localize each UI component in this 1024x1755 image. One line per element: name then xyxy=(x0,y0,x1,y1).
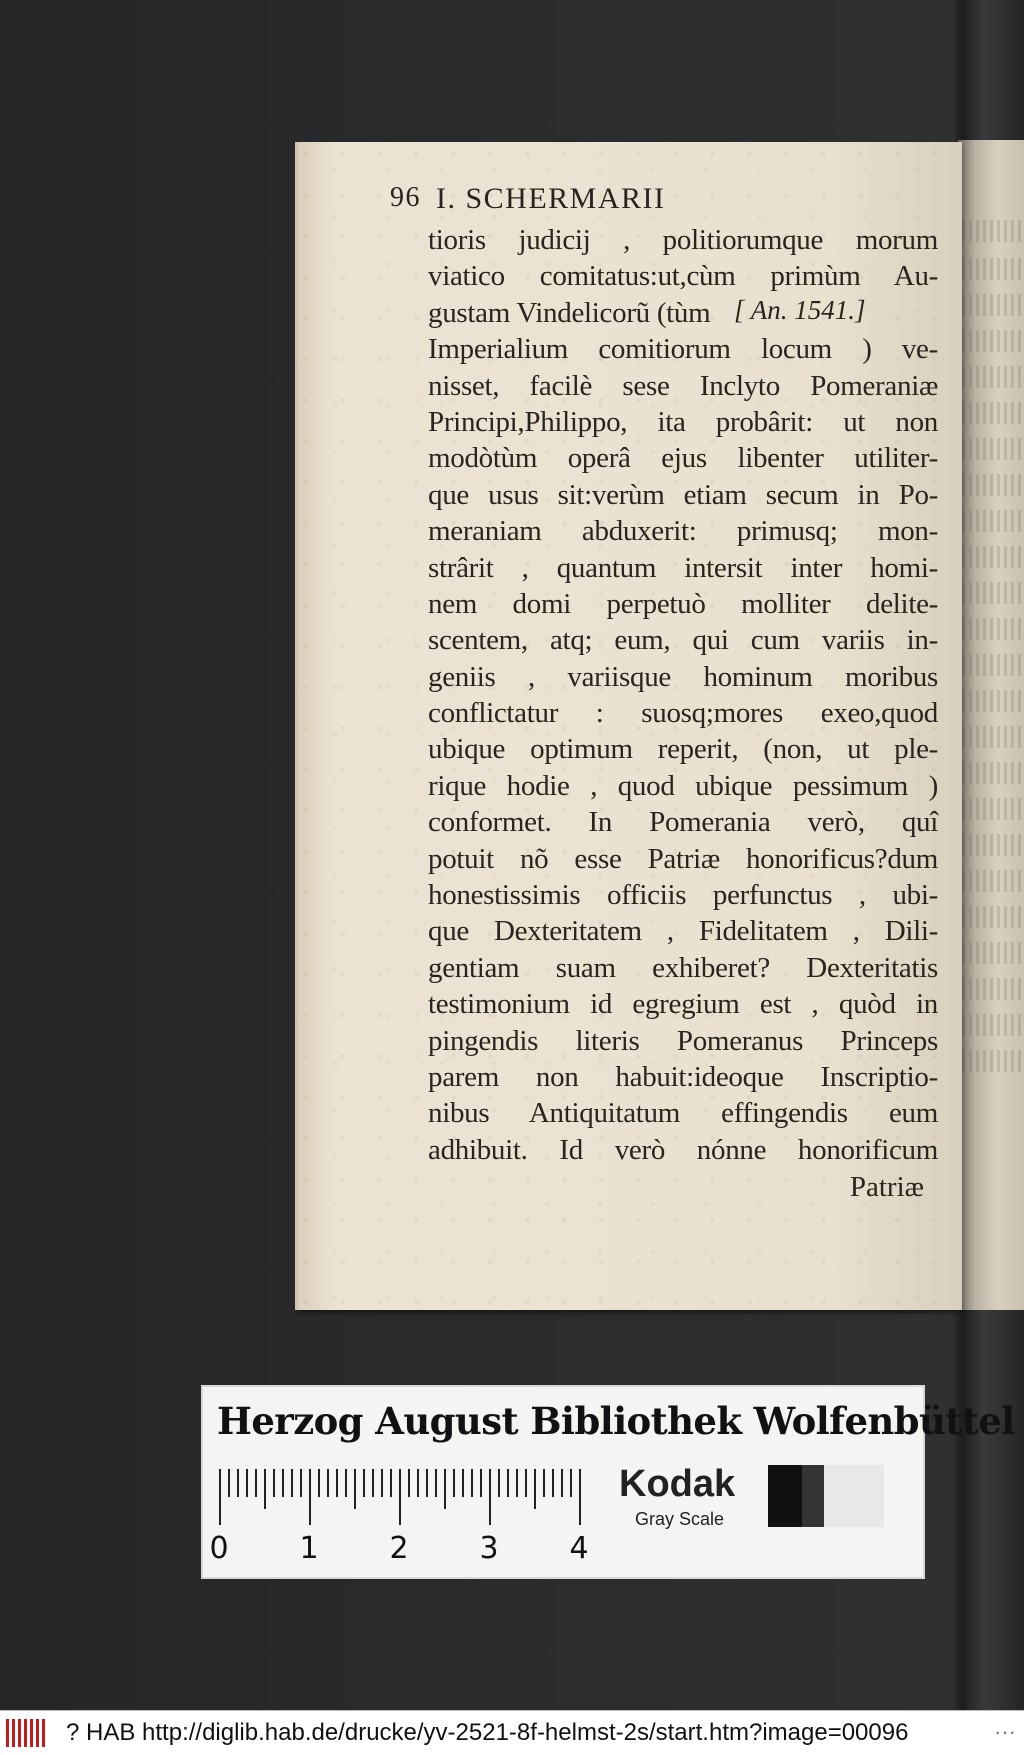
ruler-tick xyxy=(516,1469,518,1497)
gray-swatch-black xyxy=(768,1465,802,1527)
facing-page-text xyxy=(962,366,1022,388)
ruler-tick xyxy=(417,1469,419,1497)
text-line: que usus sit:verùm etiam secum in Po- xyxy=(428,478,938,511)
ruler-tick xyxy=(453,1469,455,1497)
ruler-tick xyxy=(291,1469,293,1497)
text-line: honestissimis officiis perfunctus , ubi- xyxy=(428,879,938,912)
ruler-tick xyxy=(237,1469,239,1497)
text-line: que Dexteritatem , Fidelitatem , Dili- xyxy=(428,915,938,948)
running-head-title: I. SCHERMARII xyxy=(436,182,666,215)
ruler-tick xyxy=(534,1469,536,1509)
text-line: geniis , variisque hominum moribus xyxy=(428,660,938,693)
ruler-tick xyxy=(354,1469,356,1509)
text-line: conformet. In Pomerania verò, quî xyxy=(428,806,938,839)
ruler-tick xyxy=(525,1469,527,1497)
body-text xyxy=(428,222,938,1168)
ruler-tick xyxy=(426,1469,428,1497)
url-text[interactable]: ? HAB http://diglib.hab.de/drucke/yv-2521-8f-helmst-2s/start.htm?image=00096 xyxy=(66,1719,909,1746)
ruler-tick xyxy=(561,1469,563,1497)
ruler-tick xyxy=(264,1469,266,1509)
ruler-tick xyxy=(579,1469,581,1525)
ruler-number: 3 xyxy=(479,1531,499,1566)
book-page xyxy=(298,142,962,1310)
facing-page-text xyxy=(962,978,1022,1000)
facing-page-text xyxy=(962,834,1022,856)
ruler-tick xyxy=(498,1469,500,1497)
ruler-tick xyxy=(399,1469,401,1525)
facing-page-text xyxy=(962,330,1022,352)
text-line: scentem, atq; eum, qui cum variis in- xyxy=(428,624,938,657)
text-line: rique hodie , quod ubique pessimum ) xyxy=(428,769,938,802)
facing-page-text xyxy=(962,402,1022,424)
facing-page-text xyxy=(962,220,1022,242)
ruler-tick xyxy=(489,1469,491,1525)
text-line: pingendis literis Pomeranus Princeps xyxy=(428,1024,938,1057)
text-line: gentiam suam exhiberet? Dexteritatis xyxy=(428,951,938,984)
facing-page-text xyxy=(962,546,1022,568)
library-name: Herzog August Bibliothek Wolfenbüttel xyxy=(217,1399,1015,1443)
facing-page-text xyxy=(962,942,1022,964)
text-line: potuit nõ esse Patriæ honorificus?dum xyxy=(428,842,938,875)
facing-page-text xyxy=(962,258,1022,280)
ruler-number: 4 xyxy=(569,1531,589,1566)
ruler-tick xyxy=(444,1469,446,1509)
ruler-number: 2 xyxy=(389,1531,409,1566)
ruler-tick xyxy=(507,1469,509,1497)
facing-page-text xyxy=(962,582,1022,604)
facing-page-text xyxy=(962,1050,1022,1072)
ruler-tick xyxy=(543,1469,545,1497)
running-head xyxy=(390,182,666,216)
url-bar xyxy=(0,1710,1024,1755)
text-line: gustam Vindelicorũ (tùm xyxy=(428,296,711,329)
ruler-tick xyxy=(381,1469,383,1497)
text-line: nibus Antiquitatum effingendis eum xyxy=(428,1097,938,1130)
facing-page-text xyxy=(962,294,1022,316)
text-line: viatico comitatus:ut,cùm primùm Au- xyxy=(428,260,938,293)
text-line: tioris judicij , politiorumque morum xyxy=(428,224,938,256)
catchword: Patriæ xyxy=(849,1171,924,1203)
ruler-tick xyxy=(390,1469,392,1497)
ruler-tick xyxy=(219,1469,221,1525)
ruler-tick xyxy=(345,1469,347,1497)
kodak-logo: Kodak xyxy=(619,1463,736,1505)
text-line: modòtùm operâ ejus libenter utiliter- xyxy=(428,442,938,475)
text-line: nem domi perpetuò molliter delite- xyxy=(428,587,938,620)
measuring-ruler xyxy=(209,1469,589,1566)
gray-swatch-light xyxy=(824,1465,884,1527)
ruler-tick xyxy=(462,1469,464,1497)
facing-page-text xyxy=(962,690,1022,712)
ruler-tick xyxy=(408,1469,410,1497)
library-stamp xyxy=(203,1387,1015,1577)
text-line: strârit , quantum intersit inter homi- xyxy=(428,551,938,584)
facing-page-text xyxy=(962,870,1022,892)
facing-page-text xyxy=(962,474,1022,496)
facing-page-text xyxy=(962,654,1022,676)
ruler-tick xyxy=(282,1469,284,1497)
ruler-tick xyxy=(570,1469,572,1497)
gray-swatch-dark xyxy=(802,1465,824,1527)
facing-page-text xyxy=(962,510,1022,532)
ruler-number: 0 xyxy=(209,1531,229,1566)
facing-page-text xyxy=(962,618,1022,640)
text-line: ubique optimum reperit, (non, ut ple- xyxy=(428,733,938,766)
text-line: testimonium id egregium est , quòd in xyxy=(428,988,938,1021)
facing-page-text xyxy=(962,906,1022,928)
ruler-tick xyxy=(471,1469,473,1497)
text-line: nisset, facilè sese Inclyto Pomeraniæ xyxy=(428,369,938,402)
ruler-tick xyxy=(246,1469,248,1497)
text-line: adhibuit. Id verò nónne honorificum xyxy=(428,1133,938,1166)
ruler-tick xyxy=(255,1469,257,1497)
ruler-tick xyxy=(480,1469,482,1497)
ruler-tick xyxy=(273,1469,275,1497)
ruler-tick xyxy=(363,1469,365,1497)
ruler-tick xyxy=(336,1469,338,1497)
facing-page-text xyxy=(962,726,1022,748)
ruler-tick xyxy=(228,1469,230,1497)
gray-scale-caption: Gray Scale xyxy=(635,1509,725,1529)
facing-page-text xyxy=(962,762,1022,784)
text-line: parem non habuit:ideoque Inscriptio- xyxy=(428,1060,938,1093)
page-number: 96 xyxy=(390,182,421,213)
ruler-tick xyxy=(309,1469,311,1525)
facing-page-text xyxy=(962,798,1022,820)
more-icon[interactable]: ··· xyxy=(994,1719,1016,1744)
ruler-number: 1 xyxy=(299,1531,319,1566)
facing-page-text xyxy=(962,438,1022,460)
ruler-tick xyxy=(435,1469,437,1497)
ruler-tick xyxy=(300,1469,302,1497)
text-line: meraniam abduxerit: primusq; mon- xyxy=(428,515,938,548)
ruler-tick xyxy=(327,1469,329,1497)
barcode-icon xyxy=(6,1719,46,1747)
text-line: Imperialium comitiorum locum ) ve- xyxy=(428,333,938,366)
ruler-tick xyxy=(372,1469,374,1497)
facing-page-edge xyxy=(958,140,1024,1310)
facing-page-text xyxy=(962,1014,1022,1036)
margin-note: [ An. 1541.] xyxy=(734,295,866,325)
ruler-tick xyxy=(318,1469,320,1497)
text-line: conflictatur : suosq;mores exeo,quod xyxy=(428,697,938,730)
text-line: Principi,Philippo, ita probârit: ut non xyxy=(428,405,938,438)
ruler-tick xyxy=(552,1469,554,1497)
